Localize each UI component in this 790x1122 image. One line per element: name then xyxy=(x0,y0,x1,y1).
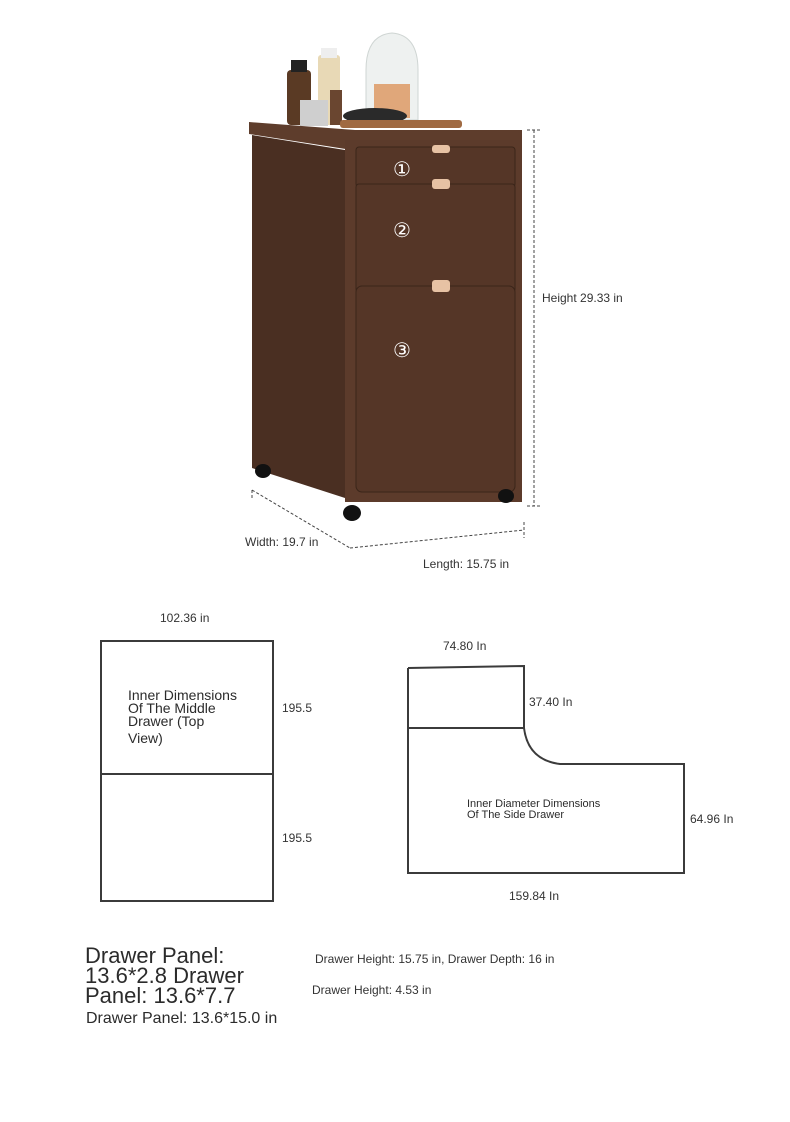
middle-drawer-title-line3: Drawer (Top xyxy=(128,713,205,729)
drawer-number-3: ③ xyxy=(393,338,411,362)
side-drawer-title-line2: Of The Side Drawer xyxy=(467,809,565,821)
wheel-icon xyxy=(255,464,271,478)
side-drawer-right-label: 64.96 In xyxy=(690,812,734,826)
side-drawer-shape xyxy=(400,660,700,880)
drawer-height-depth-note: Drawer Height: 15.75 in, Drawer Depth: 16 in xyxy=(315,952,555,966)
middle-drawer-bottom-box xyxy=(100,773,274,902)
width-label: Width: 19.7 in xyxy=(245,535,319,549)
length-label: Length: 15.75 in xyxy=(423,557,510,571)
height-label: Height 29.33 in xyxy=(542,291,623,305)
top-items xyxy=(287,33,462,128)
drawer-panel-line2: 13.6*2.8 Drawer xyxy=(85,963,244,988)
wheel-icon xyxy=(343,505,361,521)
middle-drawer-bottom-depth-label: 195.5 xyxy=(282,831,313,845)
handle-2 xyxy=(432,179,450,189)
middle-drawer-top-depth-label: 195.5 xyxy=(282,701,313,715)
middle-drawer-title-line4: View) xyxy=(128,730,163,746)
side-drawer-bottom-label: 159.84 In xyxy=(509,889,560,903)
cabinet-side xyxy=(252,135,345,498)
handle-3 xyxy=(432,280,450,292)
drawer-panel-text xyxy=(85,943,244,1008)
side-drawer-notch-label: 37.40 In xyxy=(529,695,573,709)
side-drawer-top-label: 74.80 In xyxy=(443,639,487,653)
side-drawer-title xyxy=(467,799,600,821)
wheel-icon xyxy=(498,489,514,503)
drawer-number-1: ① xyxy=(393,157,411,181)
drawer-3 xyxy=(356,286,515,492)
middle-drawer-width-label: 102.36 in xyxy=(160,611,210,625)
drawer-panel-line4: Drawer Panel: 13.6*15.0 in xyxy=(86,1010,278,1027)
drawer-height-note: Drawer Height: 4.53 in xyxy=(312,983,432,997)
middle-drawer-title xyxy=(128,689,237,745)
middle-drawer-title-line2: Of The Middle xyxy=(128,700,216,716)
drawer-panel-line3: Panel: 13.6*7.7 xyxy=(85,983,236,1008)
middle-drawer-title-line1: Inner Dimensions xyxy=(128,687,237,703)
drawer-2 xyxy=(356,184,515,292)
handle-1 xyxy=(432,145,450,153)
drawer-number-2: ② xyxy=(393,218,411,242)
drawer-panel-line1: Drawer Panel: xyxy=(85,943,225,968)
side-drawer-title-line1: Inner Diameter Dimensions xyxy=(467,798,601,810)
